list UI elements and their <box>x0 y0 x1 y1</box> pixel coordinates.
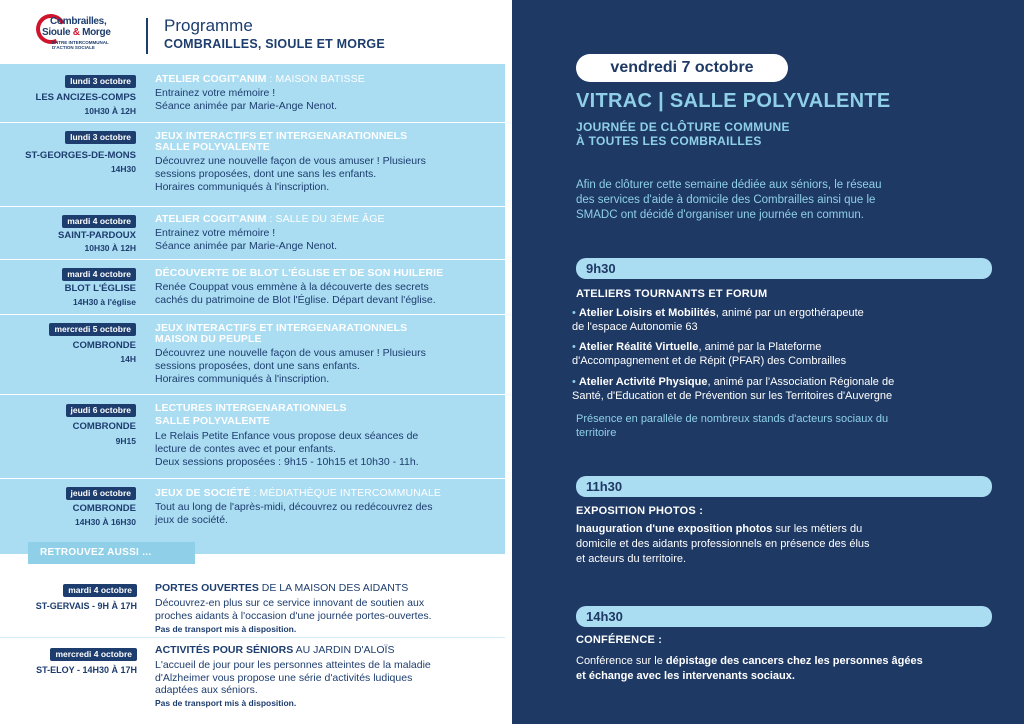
event-item <box>0 64 505 120</box>
header <box>0 0 512 64</box>
event-place: LES ANCIZES-COMPS <box>35 92 136 103</box>
logo-subtitle: ENTRE INTERCOMMUNAL D'ACTION SOCIALE <box>52 40 109 50</box>
event-title-line2: MAISON DU PEUPLE <box>155 333 262 345</box>
event-item <box>0 261 505 313</box>
extra-title: ACTIVITÉS POUR SÉNIORS AU JARDIN D'ALOÏS <box>155 644 395 656</box>
bullet-realite-virtuelle: • Atelier Réalité Virtuelle, animé par la Plateforme d'Accompagnement et de Répit (PFAR) des Combrailles <box>572 341 847 367</box>
logo-line1: Combrailles, <box>50 16 107 27</box>
event-date: mardi 4 octobre <box>62 215 136 228</box>
divider <box>0 637 505 638</box>
event-title: ATELIER COGIT'ANIM : SALLE DU 3ÈME ÂGE <box>155 213 385 225</box>
extra-date: mercredi 4 octobre <box>50 648 137 661</box>
conference-text: Conférence sur le dépistage des cancers chez les personnes âgées et échange avec les intervenants sociaux. <box>576 655 923 682</box>
time-bar-1430: 14h30 <box>576 606 992 627</box>
time-bar-1130: 11h30 <box>576 476 992 497</box>
extra-note: Pas de transport mis à disposition. <box>155 624 297 634</box>
event-title: ATELIER COGIT'ANIM : MAISON BATISSE <box>155 73 365 85</box>
extra-place: ST-GERVAIS - 9H À 17H <box>35 601 137 611</box>
event-place: COMBRONDE <box>72 503 136 514</box>
header-separator <box>146 18 148 54</box>
logo-line2: Sioule & Morge <box>42 27 111 38</box>
logo <box>36 14 136 60</box>
event-place: SAINT-PARDOUX <box>58 230 136 241</box>
extra-title: PORTES OUVERTES DE LA MAISON DES AIDANTS <box>155 582 409 594</box>
event-date: mardi 4 octobre <box>62 268 136 281</box>
event-time: 14H30 à l'église <box>73 297 136 307</box>
divider <box>0 122 505 123</box>
event-time: 10H30 À 12H <box>84 243 136 253</box>
event-title: JEUX INTERACTIFS ET INTERGENARATIONNELS <box>155 322 408 334</box>
event-description: Tout au long de l'après-midi, découvrez ou redécouvrez des jeux de société. <box>155 501 433 526</box>
section-title-exposition: EXPOSITION PHOTOS : <box>576 505 704 517</box>
event-description: Découvrez une nouvelle façon de vous amuser ! Plusieurs sessions proposées, dont une sans les enfants. Horaires communiqués à l'inscription. <box>155 155 426 193</box>
event-description: Renée Couppat vous emmène à la découverte des secrets cachés du patrimoine de Blot l'Église. Départ devant l'église. <box>155 281 436 306</box>
event-time: 10H30 À 12H <box>84 106 136 116</box>
intro-text: Afin de clôturer cette semaine dédiée aux séniors, le réseau des services d'aide à domicile des Combrailles ainsi que le SMADC ont décidé d'organiser une journée en commun. <box>576 179 882 221</box>
event-date: lundi 3 octobre <box>65 75 136 88</box>
event-place: COMBRONDE <box>72 340 136 351</box>
extra-place: ST-ELOY - 14H30 À 17H <box>36 665 137 675</box>
event-place: ST-GEORGES-DE-MONS <box>25 150 136 161</box>
extra-description: L'accueil de jour pour les personnes atteintes de la maladie d'Alzheimer vous propose une série d'activités ludiques adaptées aux séniors. <box>155 659 431 696</box>
time-bar-930: 9h30 <box>576 258 992 279</box>
stands-text: Présence en parallèle de nombreux stands d'acteurs sociaux du territoire <box>576 413 889 439</box>
exposition-text: Inauguration d'une exposition photos sur les métiers du domicile et des aidants professionnels en présence des élus et acteurs du territoire. <box>576 523 870 565</box>
programme-subtitle: COMBRAILLES, SIOULE ET MORGE <box>164 37 385 51</box>
event-date: jeudi 6 octobre <box>66 487 136 500</box>
event-title: JEUX INTERACTIFS ET INTERGENARATIONNELS <box>155 130 408 142</box>
day-pill: vendredi 7 octobre <box>576 54 788 82</box>
also-badge: RETROUVEZ AUSSI ... <box>28 542 195 564</box>
event-item <box>0 396 505 476</box>
divider <box>0 206 505 207</box>
also-section <box>0 564 512 724</box>
section-title-conference: CONFÉRENCE : <box>576 634 663 646</box>
venue-subtitle: JOURNÉE DE CLÔTURE COMMUNE À TOUTES LES COMBRAILLES <box>576 120 790 148</box>
bullet-activite-physique: • Atelier Activité Physique, animé par l'Association Régionale de Santé, d'Education et de Prévention sur les Territoires d'Auvergne <box>572 376 895 402</box>
event-description: Entrainez votre mémoire ! Séance animée par Marie-Ange Nenot. <box>155 87 338 112</box>
event-place: BLOT L'ÉGLISE <box>64 283 136 294</box>
event-title: LECTURES INTERGENARATIONNELS <box>155 402 347 414</box>
bullet-loisirs: • Atelier Loisirs et Mobilités, animé par un ergothérapeute de l'espace Autonomie 63 <box>572 307 864 333</box>
right-panel <box>512 0 1024 724</box>
divider <box>0 314 505 315</box>
event-place: COMBRONDE <box>72 421 136 432</box>
event-title-line2: SALLE POLYVALENTE <box>155 415 270 427</box>
venue-title: VITRAC | SALLE POLYVALENTE <box>576 90 891 112</box>
divider <box>0 394 505 395</box>
event-date: mercredi 5 octobre <box>49 323 136 336</box>
extra-date: mardi 4 octobre <box>63 584 137 597</box>
programme-title: Programme <box>164 16 253 35</box>
divider <box>0 259 505 260</box>
event-item <box>0 316 505 396</box>
event-time: 14H30 <box>110 164 136 174</box>
event-description: Entrainez votre mémoire ! Séance animée par Marie-Ange Nenot. <box>155 227 338 252</box>
event-item <box>0 480 505 540</box>
event-description: Le Relais Petite Enfance vous propose deux séances de lecture de contes avec et pour enfants. Deux sessions proposées : 9h15 - 10h15 et 10h30 - 11h. <box>155 430 419 468</box>
event-description: Découvrez une nouvelle façon de vous amuser ! Plusieurs sessions proposées, dont une sans enfants. Horaires communiqués à l'inscription. <box>155 347 426 385</box>
section-title-ateliers: ATELIERS TOURNANTS ET FORUM <box>576 288 768 300</box>
extra-description: Découvrez-en plus sur ce service innovant de soutien aux proches aidants à l'occasion d'une journée portes-ouvertes. <box>155 597 432 622</box>
event-time: 14H <box>120 354 136 364</box>
event-item <box>0 208 505 258</box>
event-title: JEUX DE SOCIÉTÉ : MÉDIATHÈQUE INTERCOMMUNALE <box>155 487 442 499</box>
divider <box>0 478 505 479</box>
event-title: DÉCOUVERTE DE BLOT L'ÉGLISE ET DE SON HUILERIE <box>155 267 444 279</box>
event-date: jeudi 6 octobre <box>66 404 136 417</box>
event-date: lundi 3 octobre <box>65 131 136 144</box>
event-time: 9H15 <box>115 436 136 446</box>
event-time: 14H30 À 16H30 <box>75 517 136 527</box>
events-list <box>0 64 505 554</box>
event-title-line2: SALLE POLYVALENTE <box>155 141 270 153</box>
extra-note: Pas de transport mis à disposition. <box>155 698 297 708</box>
